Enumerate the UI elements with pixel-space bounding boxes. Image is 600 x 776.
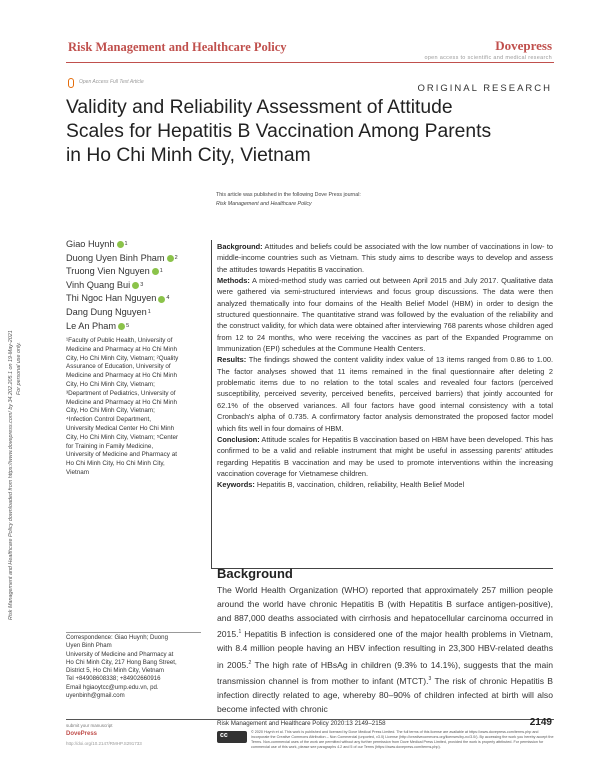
body-text: The World Health Organization (WHO) reported that approximately 257 million people around the world have chronic Hepatitis B (with Hepatitis B surface antigen-positive), and 887,000 deaths associated with cirrhosis and hepatocellular carcinoma occurred in 2015.$^1$ Hepatitis B infection is considered one of the major health problems in Vietnam, with 8.4 million people having an HBV infection resulting in 23,300 HBV-related deaths in 2005.$^2$ The high rate of HBsAg in children (9.3% to 14.1%), suggests that the main transmission channel is from mother to infant (MTCT).$^3$ The risk of chronic Hepatitis B infection directly related to age, whereby 80–90% of children infected at birth will also become infected with chronic (217, 585, 554, 714)
abstract-border-left (211, 240, 212, 569)
abstract-methods: Methods: A mixed-method study was carried out between April 2015 and July 2017. Qualitative data were gathered via semi-structured interviews and focus group discussions. The data were then analyzed thematically into four domains of the Health Belief Model (HBM) in order to design the structured questionnaire. The quantitative strand was followed by the evaluation of the reliability and the construct validity, for which data were obtained after interviewing 768 parents whose children aged from 12 to 24 months, who were receiving the vaccines as part of the Expanded Programme on Immunization (EPI) schedules at the Commune Health Centers. (217, 276, 553, 354)
publication-note-journal: Risk Management and Healthcare Policy (216, 201, 312, 207)
download-note-line: Risk Management and Healthcare Policy downloaded from https://www.dovepress.com/ by 34.202.205.1 on 19-May-2021 (8, 330, 14, 620)
author[interactable]: Le An Pham 5 (66, 320, 130, 331)
journal-citation: Risk Management and Healthcare Policy 2020:13 2149–2158 (217, 720, 386, 727)
title-line: Scales for Hepatitis B Vaccination Among Parents (66, 121, 492, 142)
orcid-icon[interactable] (117, 241, 124, 248)
author-list (66, 238, 178, 333)
orcid-icon[interactable] (132, 282, 139, 289)
affiliations: ¹Faculty of Public Health, University of Medicine and Pharmacy at Ho Chi Minh City, Ho Chi Minh City, Vietnam; ²Quality Assurance of Education, University of Medicine and Pharmacy at Ho Chi Minh City, Ho Chi Minh City, Vietnam; ³Department of Pediatrics, University of Medicine and Pharmacy at Ho Chi Minh City, Ho Chi Minh City, Vietnam; ⁴Infection Control Department, University Medical Center Ho Chi Minh City, Ho Chi Minh City, Vietnam; ⁵Center for Training in Family Medicine, University of Medicine and Pharmacy at Ho Chi Minh City, Ho Chi Minh City, Vietnam (66, 337, 179, 476)
abstract-keywords: Keywords: Hepatitis B, vaccination, children, reliability, Health Belief Model (217, 480, 465, 490)
author[interactable]: Truong Vien Nguyen 1 (66, 266, 163, 277)
abstract (217, 241, 553, 491)
creative-commons-icon[interactable]: cc (217, 731, 247, 743)
publication-note (216, 191, 361, 209)
open-access-label: Open Access Full Text Article (79, 79, 144, 85)
author[interactable]: Thi Ngoc Han Nguyen 4 (66, 293, 170, 304)
title-line: in Ho Chi Minh City, Vietnam (66, 145, 311, 166)
abstract-background: Background: Attitudes and beliefs could be associated with the low number of vaccinations in low- to middle-income countries such as Vietnam. This study aims to describe ways to develop and assess the attitudes towards Hepatitis B vaccination. (217, 242, 553, 274)
section-heading: Background (217, 566, 293, 581)
publisher-logo[interactable]: Dovepress (495, 38, 552, 53)
citation-ref[interactable]: 3 (428, 675, 432, 682)
open-access-icon (68, 78, 74, 88)
article-section: ORIGINAL RESEARCH (417, 83, 552, 94)
license-text: © 2020 Huynh et al. This work is published and licensed by Dove Medical Press Limited. The full terms of this license are available at https://www.dovepress.com/terms.php and incorporate the Creative Commons Attribution – Non Commercial (unported, v3.0) License (http://creativecommons.org/licenses/by-nc/3.0/). By accessing the work you hereby accept the Terms. Non-commercial uses of the work are permitted without any further permission from Dove Medical Press Limited, provided the work is properly attributed. For permission for commercial use of this work, please see paragraphs 4.2 and 5 of our Terms (https://www.dovepress.com/terms.php). (251, 730, 554, 750)
author[interactable]: Giao Huynh 1 (66, 239, 128, 249)
citation-ref[interactable]: 2 (248, 659, 252, 666)
publication-note-text: This article was published in the following Dove Press journal: (216, 192, 361, 198)
orcid-icon[interactable] (158, 296, 165, 303)
orcid-icon[interactable] (118, 323, 125, 330)
submit-manuscript-link[interactable]: submit your manuscript (66, 723, 113, 728)
header-rule (66, 62, 554, 63)
abstract-conclusion: Conclusion: Attitude scales for Hepatitis B vaccination based on HBM have been developed. This has confirmed to be a valid and reliable instrument that might be useful in assessing parents' attitudes regarding Hepatitis B vaccination and may be used to promote interventions within the increasing vaccination coverage for Vietnamese children. (217, 434, 553, 478)
personal-use-note: For personal use only. (16, 342, 22, 395)
doi-link[interactable]: http://doi.org/10.2147/RMHP.S291733 (66, 741, 142, 746)
author[interactable]: Vinh Quang Bui 3 (66, 279, 144, 290)
footer-brand[interactable]: DovePress (66, 731, 98, 737)
abstract-results: Results: The findings showed the content validity index value of 13 items ranged from 0.86 to 1.00. The factor analyses showed that 11 items remained in the final questionnaire after deleting 2 problematic items due to no relation to the total scales and revealed four factors (perceived susceptibility, perceived severity, perceived benefits, perceived barriers) that jointly accounted for 62.1% of the observed variances. All four factors have good internal consistency with a total Cronbach's alpha of 0.735. A confirmatory factor analysis demonstrated the proposed factor model which fits well in four domains of HBM. (217, 355, 554, 433)
orcid-icon[interactable] (167, 255, 174, 262)
correspondence: Correspondence: Giao Huynh; Duong Uyen Binh Pham University of Medicine and Pharmacy at Ho Chi Minh City, 217 Hong Bang Street, District 5, Ho Chi Minh City, Vietnam Tel +84908608338; +84902660916 Email hgiaoytcc@ump.edu.vn, pd. uyenbinh@gmail.com (66, 634, 177, 700)
correspondence-rule (66, 632, 201, 633)
journal-title: Risk Management and Healthcare Policy (68, 40, 287, 54)
orcid-icon[interactable] (152, 268, 159, 275)
article-title (66, 96, 552, 168)
publisher-tagline: open access to scientific and medical research (424, 55, 552, 61)
citation-ref[interactable]: 1 (238, 629, 242, 636)
author[interactable]: Duong Uyen Binh Pham 2 (66, 252, 178, 263)
author[interactable]: Dang Dung Nguyen 1 (66, 306, 151, 317)
title-line: Validity and Reliability Assessment of Attitude (66, 97, 453, 118)
page-number: 2149 (529, 717, 552, 728)
